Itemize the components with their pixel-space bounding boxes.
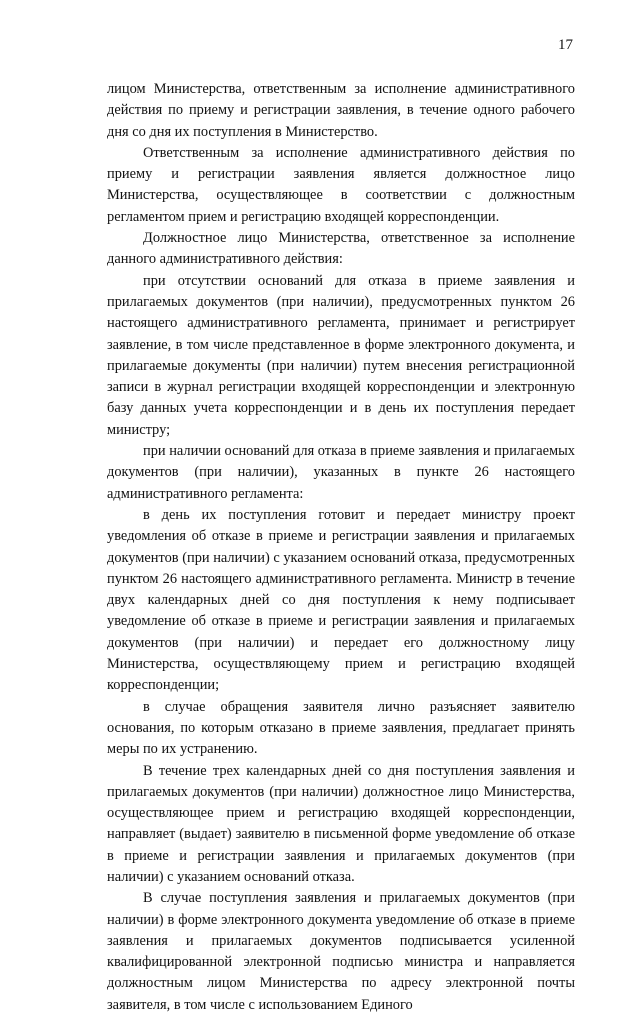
paragraph: лицом Министерства, ответственным за исполнение административного действия по приему и регистрации заявления, в течение одного рабочего дня со дня их поступления в Министерство. [107,81,575,140]
paragraph: в день их поступления готовит и передает министру проект уведомления об отказе в приеме и регистрации заявления и прилагаемых документов (при наличии) с указанием оснований отказа, предусмотренных пунктом 26 настоящего административного регламента. Министр в течение двух календарных дней со дня поступления к нему подписывает уведомление об отказе в приеме и регистрации заявления и прилагаемых документов (при наличии) и передает его должностному лицу Министерства, осуществляющему прием и регистрацию входящей корреспонденции; [107,506,575,694]
paragraph: Должностное лицо Министерства, ответственное за исполнение данного административного действия: [107,230,575,268]
paragraph: при наличии оснований для отказа в приеме заявления и прилагаемых документов (при наличии), указанных в пункте 26 настоящего административного регламента: [107,443,575,502]
paragraph: в случае обращения заявителя лично разъясняет заявителю основания, по которым отказано в приеме заявления, предлагает принять меры по их устранению. [107,698,575,758]
paragraph: В случае поступления заявления и прилагаемых документов (при наличии) в форме электронного документа уведомление об отказе в приеме заявления и прилагаемых документов подписывается усиленной квалифицированной электронной подписью министра и направляется должностным лицом Министерства по адресу электронной почты заявителя, в том числе с использованием Единого [107,890,575,1013]
page-number: 17 [558,37,573,53]
document-body [107,79,575,1016]
paragraph: при отсутствии оснований для отказа в приеме заявления и прилагаемых документов (при наличии), предусмотренных пунктом 26 настоящего административного регламента, принимает и регистрирует заявление, в том числе представленное в форме электронного документа, и прилагаемые документы (при наличии) путем внесения регистрационной записи в журнал регистрации входящей корреспонденции и электронную базу данных учета корреспонденции и в день их поступления передает министру; [107,272,575,438]
paragraph: В течение трех календарных дней со дня поступления заявления и прилагаемых документов (при наличии) должностное лицо Министерства, осуществляющее прием и регистрацию входящей корреспонденции, направляет (выдает) заявителю в письменной форме уведомление об отказе в приеме и регистрации заявления и прилагаемых документов (при наличии) с указанием оснований отказа. [107,762,575,885]
paragraph: Ответственным за исполнение административного действия по приему и регистрации заявления является должностное лицо Министерства, осуществляющее в соответствии с должностным регламентом прием и регистрацию входящей корреспонденции. [107,144,575,225]
